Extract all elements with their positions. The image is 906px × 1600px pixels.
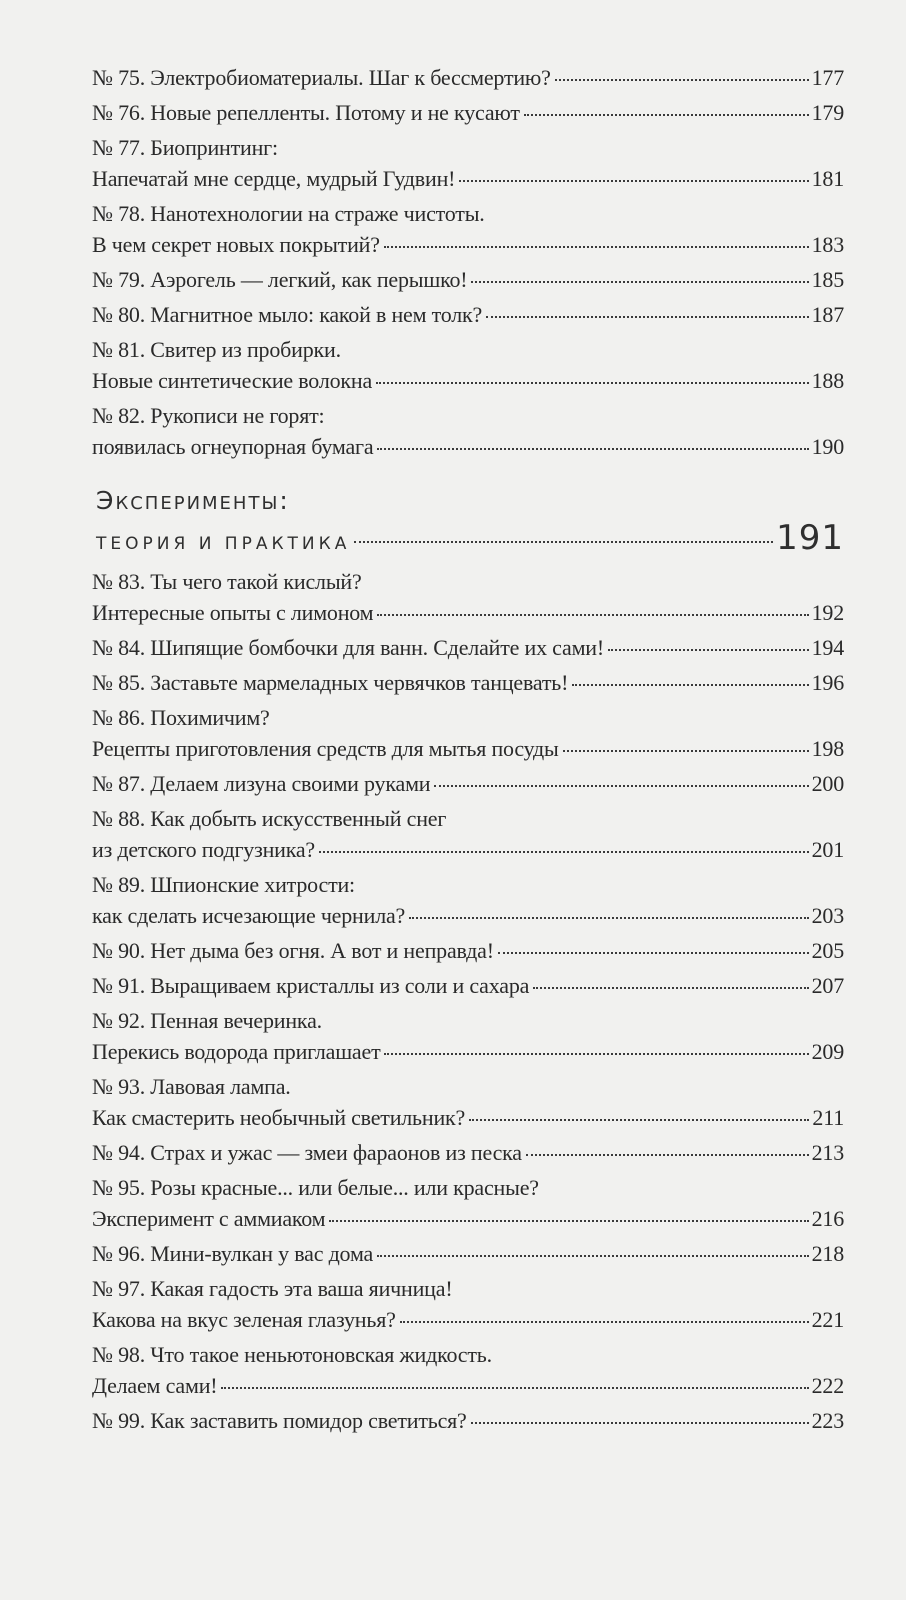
toc-entry [92,1273,844,1335]
toc-entry-text: из детского подгузника? [92,837,315,862]
toc-entry [92,935,844,966]
toc-entry-last-line [92,1102,844,1133]
toc-entry-text: появилась огнеупорная бумага [92,434,374,459]
section-subtitle: ТЕОРИЯ И ПРАКТИКА [96,534,351,554]
toc-entry [92,1005,844,1067]
toc-section-heading [96,484,844,558]
toc-entry-text: № 97. Какая гадость эта ваша яичница! [92,1276,453,1301]
toc-entry [92,1137,844,1168]
toc-entry [92,1071,844,1133]
toc-entry-text: № 98. Что такое неньютоновская жидкость. [92,1342,492,1367]
toc-entry-text: № 76. Новые репелленты. Потому и не кусают [92,100,520,125]
toc-entry-text: № 94. Страх и ужас — змеи фараонов из песка [92,1140,522,1165]
toc-entry-text: № 78. Нанотехнологии на страже чистоты. [92,201,485,226]
toc-entry-text: № 83. Ты чего такой кислый? [92,569,362,594]
toc-entry [92,970,844,1001]
toc-page-number: 177 [811,65,844,90]
toc-page-number: 185 [811,267,844,292]
toc-entry [92,334,844,396]
toc-entry [92,299,844,330]
toc-entry-text: № 91. Выращиваем кристаллы из соли и сахара [92,973,530,998]
dot-leader [459,180,808,182]
toc-page-number: 198 [811,736,844,761]
dot-leader [471,1422,809,1424]
toc-entry-last-line [92,62,844,93]
toc-entry [92,702,844,764]
toc-entry-text: Делаем сами! [92,1373,218,1398]
toc-entry-last-line [92,597,844,628]
toc-entry-text: № 81. Свитер из пробирки. [92,337,341,362]
section-subtitle-line [96,518,844,558]
dot-leader [608,649,809,651]
toc-entry-text: № 89. Шпионские хитрости: [92,872,355,897]
section-title: Эксперименты: [96,486,290,515]
dot-leader [555,79,809,81]
toc-entry-last-line [92,834,844,865]
dot-leader [471,281,808,283]
toc-page-number: 223 [811,1408,844,1433]
toc-page-number: 216 [811,1206,844,1231]
toc-entry-last-line [92,632,844,663]
toc-entry-last-line [92,935,844,966]
toc-entry-text: № 90. Нет дыма без огня. А вот и неправда! [92,938,494,963]
toc-entry-text: № 80. Магнитное мыло: какой в нем толк? [92,302,483,327]
toc-page-number: 209 [811,1039,844,1064]
toc-page-number: 200 [811,771,844,796]
toc-entry-last-line [92,667,844,698]
toc-entry-text: № 88. Как добыть искусственный снег [92,806,447,831]
dot-leader [384,246,809,248]
toc-entry-text: № 86. Похимичим? [92,705,270,730]
toc-page-number: 190 [811,434,844,459]
toc-entry-last-line [92,1137,844,1168]
dot-leader [354,541,773,543]
toc-entry-last-line [92,163,844,194]
dot-leader [533,987,808,989]
toc-entry-last-line [92,1304,844,1335]
toc-entry-text: Новые синтетические волокна [92,368,373,393]
dot-leader [524,114,809,116]
toc-page-number: 201 [811,837,844,862]
toc-entry-text: Интересные опыты с лимоном [92,600,374,625]
toc-list-before [92,62,844,462]
dot-leader [384,1053,808,1055]
toc-entry-text: В чем секрет новых покрытий? [92,232,380,257]
toc-entry-text: Эксперимент с аммиаком [92,1206,326,1231]
toc-entry [92,566,844,628]
toc-entry-text: Какова на вкус зеленая глазунья? [92,1307,396,1332]
toc-entry-text: Рецепты приготовления средств для мытья посуды [92,736,559,761]
toc-entry-text: № 92. Пенная вечеринка. [92,1008,322,1033]
toc-page-number: 181 [811,166,844,191]
toc-entry [92,768,844,799]
toc-entry-text: № 87. Делаем лизуна своими руками [92,771,431,796]
toc-entry-last-line [92,970,844,1001]
dot-leader [469,1119,809,1121]
toc-entry-text: Перекись водорода приглашает [92,1039,381,1064]
dot-leader [434,785,808,787]
toc-page-number: 192 [811,600,844,625]
dot-leader [377,1255,809,1257]
dot-leader [486,316,809,318]
dot-leader [409,917,808,919]
toc-entry-text: № 79. Аэрогель — легкий, как перышко! [92,267,468,292]
toc-entry-text: № 75. Электробиоматериалы. Шаг к бессмертию? [92,65,551,90]
toc-entry [92,1238,844,1269]
toc-entry-text: № 84. Шипящие бомбочки для ванн. Сделайте их сами! [92,635,604,660]
toc-entry-text: № 82. Рукописи не горят: [92,403,325,428]
toc-entry-text: № 85. Заставьте мармеладных червячков танцевать! [92,670,569,695]
toc-entry [92,264,844,295]
toc-list-after [92,566,844,1436]
toc-entry [92,62,844,93]
toc-entry-text: как сделать исчезающие чернила? [92,903,406,928]
toc-entry-last-line [92,1405,844,1436]
toc-page-number: 218 [811,1241,844,1266]
toc-entry-last-line [92,97,844,128]
section-page-number: 191 [776,518,844,558]
toc-page-number: 194 [811,635,844,660]
dot-leader [377,614,808,616]
toc-entry [92,632,844,663]
dot-leader [526,1154,809,1156]
toc-page-number: 222 [811,1373,844,1398]
dot-leader [400,1321,809,1323]
toc-entry [92,198,844,260]
toc-entry-text: Как смастерить необычный светильник? [92,1105,466,1130]
toc-entry-text: № 99. Как заставить помидор светиться? [92,1408,467,1433]
toc-entry [92,667,844,698]
toc-entry [92,1172,844,1234]
toc-entry-text: № 96. Мини-вулкан у вас дома [92,1241,374,1266]
dot-leader [319,851,809,853]
dot-leader [329,1220,808,1222]
toc-page-number: 203 [811,903,844,928]
dot-leader [572,684,808,686]
toc-entry-text: Напечатай мне сердце, мудрый Гудвин! [92,166,456,191]
toc-entry-last-line [92,365,844,396]
toc-page-number: 179 [811,100,844,125]
dot-leader [376,382,809,384]
toc-entry [92,1405,844,1436]
toc-entry-text: № 93. Лавовая лампа. [92,1074,291,1099]
dot-leader [498,952,809,954]
toc-page-number: 205 [811,938,844,963]
toc-entry [92,400,844,462]
toc-entry-last-line [92,768,844,799]
toc-entry [92,1339,844,1401]
toc-entry [92,803,844,865]
toc-entry-last-line [92,299,844,330]
toc-entry-last-line [92,1370,844,1401]
toc-entry [92,132,844,194]
toc-entry-last-line [92,431,844,462]
toc-entry-last-line [92,1203,844,1234]
toc-page-number: 183 [811,232,844,257]
toc-page-number: 196 [811,670,844,695]
toc-entry-last-line [92,900,844,931]
toc-entry-text: № 95. Розы красные... или белые... или красные? [92,1175,539,1200]
toc-page-number: 188 [811,368,844,393]
toc-entry-last-line [92,733,844,764]
toc-page-number: 213 [811,1140,844,1165]
toc-entry-last-line [92,264,844,295]
toc-page-number: 221 [811,1307,844,1332]
toc-entry-last-line [92,1238,844,1269]
dot-leader [563,750,809,752]
toc-entry-last-line [92,1036,844,1067]
toc-page-number: 211 [812,1105,844,1130]
toc-entry [92,869,844,931]
toc-entry-last-line [92,229,844,260]
toc-page-number: 207 [811,973,844,998]
dot-leader [377,448,808,450]
toc-entry-text: № 77. Биопринтинг: [92,135,278,160]
dot-leader [221,1387,808,1389]
toc-entry [92,97,844,128]
toc-page-number: 187 [811,302,844,327]
